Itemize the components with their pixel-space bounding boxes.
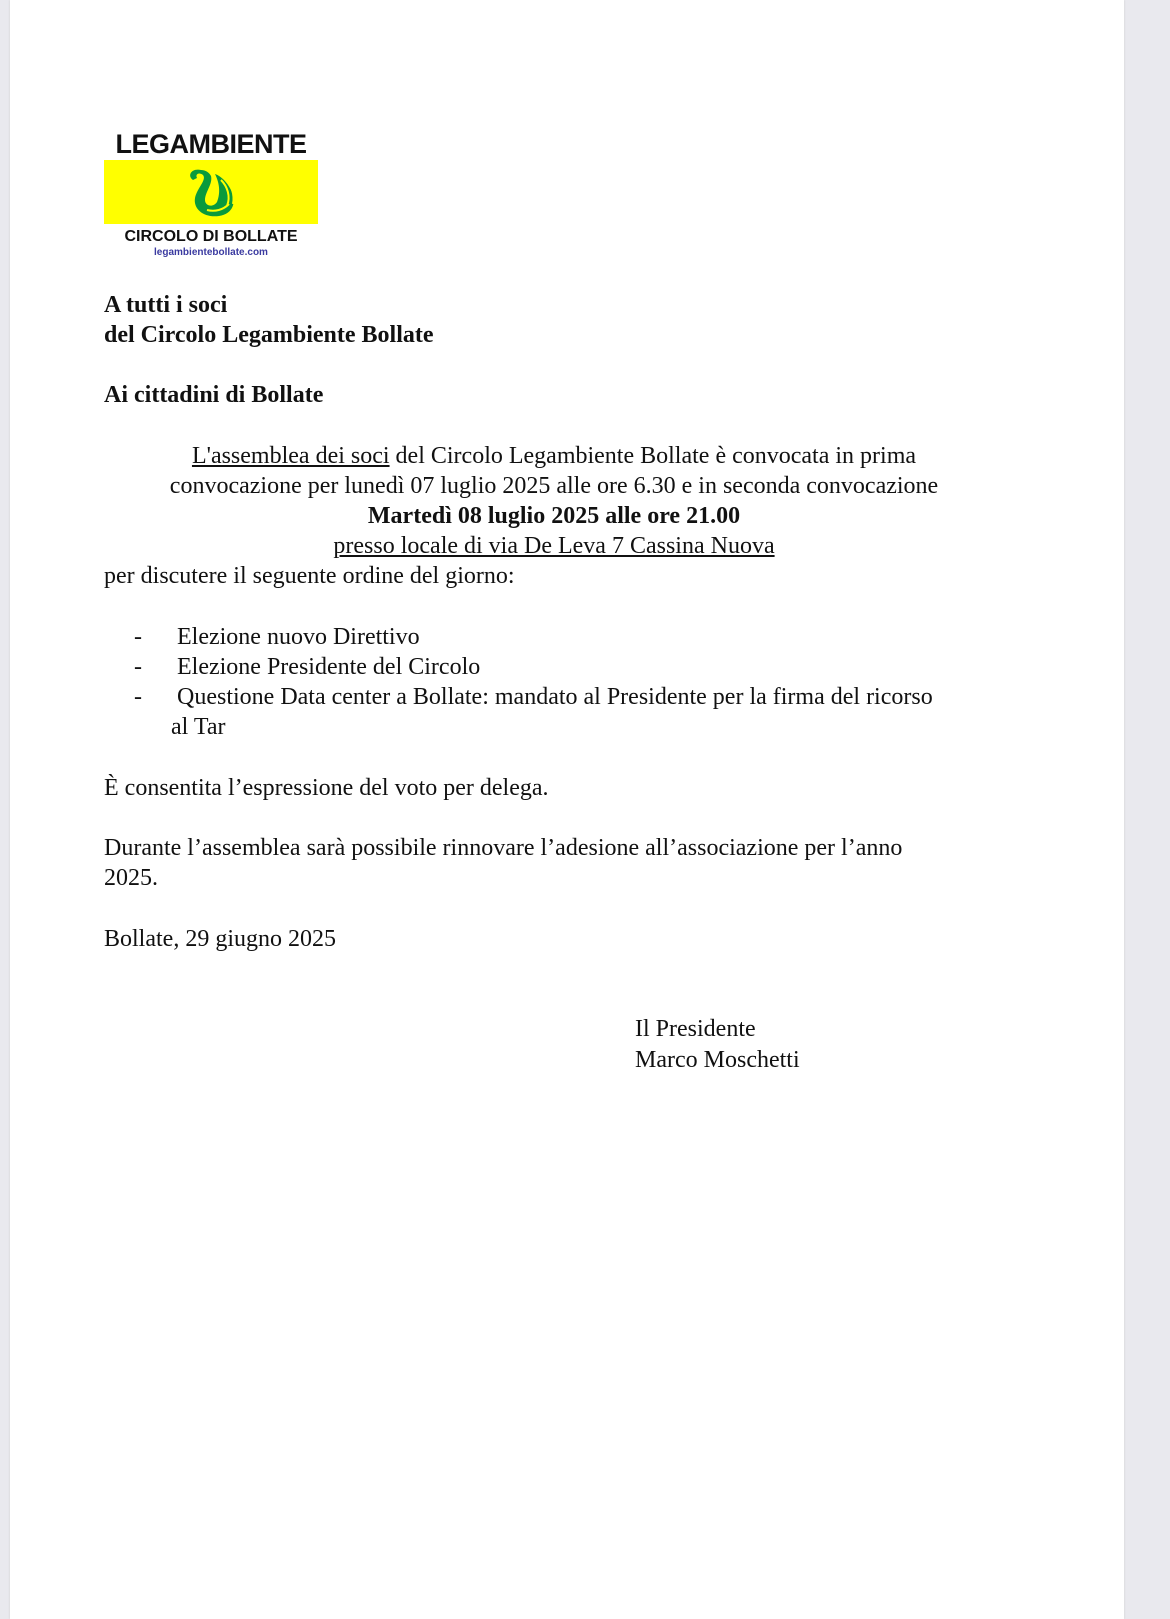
agenda-bullet: - xyxy=(134,624,142,650)
agenda-item: Elezione nuovo Direttivo xyxy=(177,624,420,650)
recipient-line-3: Ai cittadini di Bollate xyxy=(104,382,324,408)
convocation-line-2: convocazione per lunedì 07 luglio 2025 alle ore 6.30 e in seconda convocazione xyxy=(169,473,939,499)
recipient-line-2: del Circolo Legambiente Bollate xyxy=(104,322,434,348)
signature-name: Marco Moschetti xyxy=(635,1047,800,1073)
agenda-item: Elezione Presidente del Circolo xyxy=(177,654,481,680)
signature-role: Il Presidente xyxy=(635,1016,756,1042)
logo-title: LEGAMBIENTE xyxy=(115,129,307,159)
logo-url: legambientebollate.com xyxy=(154,247,268,258)
renewal-note-1: Durante l’assemblea sarà possibile rinnovare l’adesione all’associazione per l’anno xyxy=(104,835,903,861)
agenda-bullet: - xyxy=(134,684,142,710)
assembly-underlined: L'assemblea dei soci xyxy=(191,443,390,469)
swan-icon xyxy=(181,162,241,222)
logo-band xyxy=(104,160,318,224)
renewal-note-2: 2025. xyxy=(104,865,158,891)
convocation-text: del Circolo Legambiente Bollate è convocata in prima xyxy=(389,443,917,469)
logo-subtitle: CIRCOLO DI BOLLATE xyxy=(124,228,298,245)
meeting-place-text: presso locale di via De Leva 7 Cassina Nuova xyxy=(333,533,775,559)
meeting-date: Martedì 08 luglio 2025 alle ore 21.00 xyxy=(367,503,741,529)
agenda-item-continuation: al Tar xyxy=(171,714,226,740)
delegation-note: È consentita l’espressione del voto per delega. xyxy=(104,775,549,801)
agenda-intro: per discutere il seguente ordine del giorno: xyxy=(104,563,515,589)
convocation-line-1 xyxy=(104,441,1004,471)
meeting-place xyxy=(104,531,1004,561)
legambiente-logo xyxy=(104,128,318,263)
agenda-item: Questione Data center a Bollate: mandato al Presidente per la firma del ricorso xyxy=(177,684,933,710)
agenda-bullet: - xyxy=(134,654,142,680)
recipient-line-1: A tutti i soci xyxy=(104,292,228,318)
letter-date: Bollate, 29 giugno 2025 xyxy=(104,926,336,952)
